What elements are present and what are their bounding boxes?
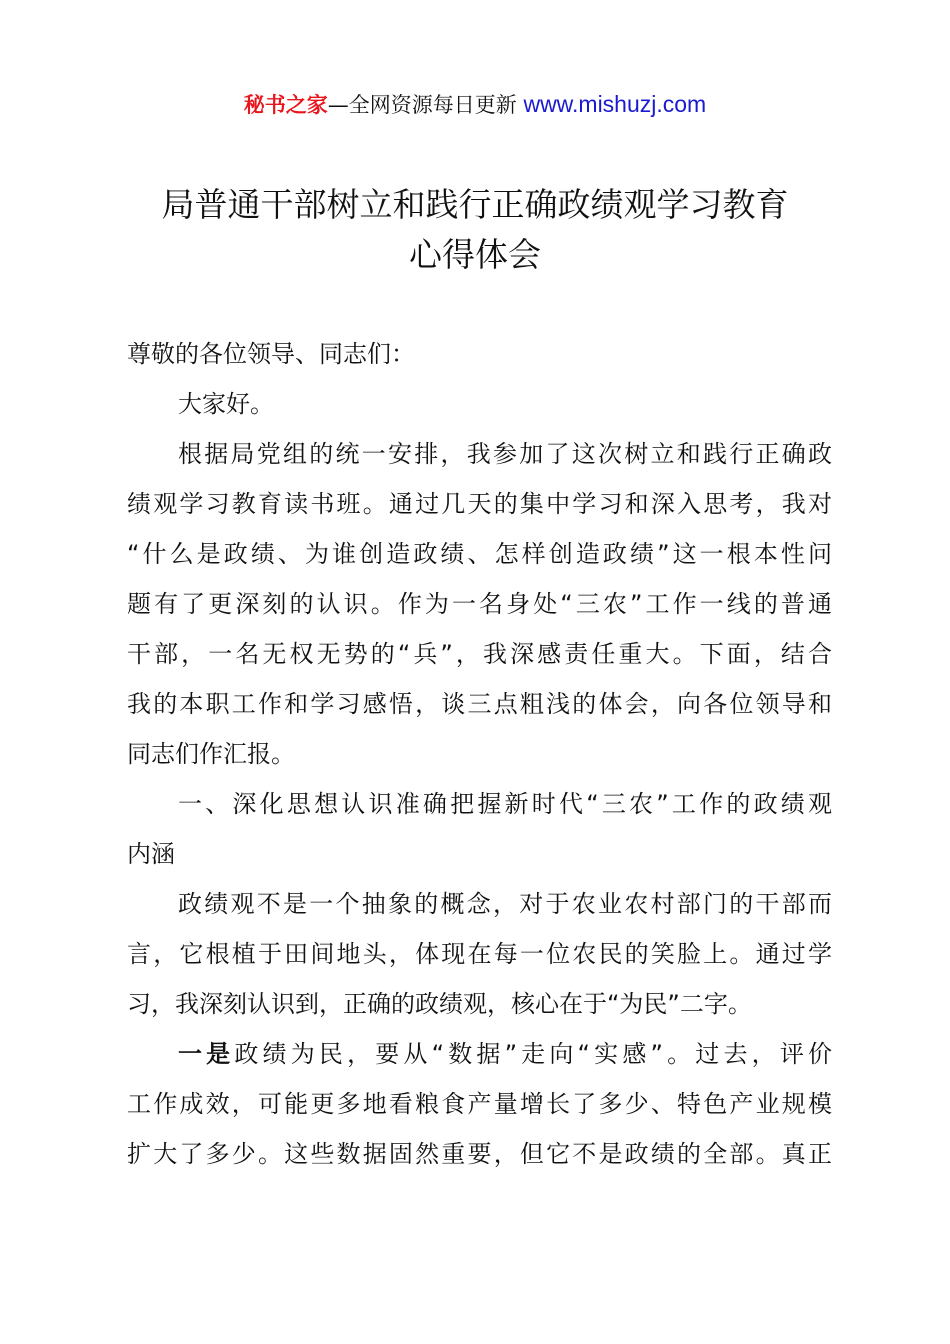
text-line: “什么是政绩、为谁创造政绩、怎样创造政绩”这一根本性问 xyxy=(127,540,832,568)
text-line: 工作成效，可能更多地看粮食产量增长了多少、特色产业规模 xyxy=(127,1090,832,1118)
paragraph-intro xyxy=(127,429,832,779)
text-line: 同志们作汇报。 xyxy=(127,740,295,768)
text-line: 绩观学习教育读书班。通过几天的集中学习和深入思考，我对 xyxy=(127,490,832,518)
section-heading-1 xyxy=(127,779,832,879)
title-line: 局普通干部树立和践行正确政绩观学习教育 xyxy=(161,185,789,224)
paragraph-2 xyxy=(127,879,832,1029)
site-url-link[interactable]: www.mishuzj.com xyxy=(523,91,707,117)
text-line: 题有了更深刻的认识。作为一名身处“三农”工作一线的普通 xyxy=(127,590,832,618)
text-line: 根据局党组的统一安排，我参加了这次树立和践行正确政 xyxy=(178,440,832,468)
text-line: 言，它根植于田间地头，体现在每一位农民的笑脸上。通过学 xyxy=(127,940,832,968)
document-body xyxy=(127,329,832,1179)
header-slogan: —全网资源每日更新 xyxy=(327,93,524,117)
text-span: 政绩为民，要从“数据”走向“实感”。过去，评价 xyxy=(234,1040,833,1068)
title-line: 心得体会 xyxy=(409,235,541,274)
text-line: 我的本职工作和学习感悟，谈三点粗浅的体会，向各位领导和 xyxy=(127,690,832,718)
site-header xyxy=(0,88,950,121)
paragraph-3 xyxy=(127,1029,832,1179)
text-line: 政绩观不是一个抽象的概念，对于农业农村部门的干部而 xyxy=(178,890,832,918)
heading-line: 内涵 xyxy=(127,840,175,868)
bold-lead: 一是 xyxy=(178,1040,235,1068)
brand-name: 秘书之家 xyxy=(243,93,328,117)
heading-line: 一、深化思想认识准确把握新时代“三农”工作的政绩观 xyxy=(178,790,832,818)
text-line xyxy=(127,1029,832,1079)
text-line: 干部，一名无权无势的“兵”，我深感责任重大。下面，结合 xyxy=(127,640,832,668)
text-line: 扩大了多少。这些数据固然重要，但它不是政绩的全部。真正 xyxy=(127,1140,832,1168)
document-title xyxy=(0,180,950,280)
text-line: 习，我深刻认识到，正确的政绩观，核心在于“为民”二字。 xyxy=(127,990,752,1018)
greeting: 大家好。 xyxy=(178,390,274,418)
salutation: 尊敬的各位领导、同志们： xyxy=(127,340,415,368)
